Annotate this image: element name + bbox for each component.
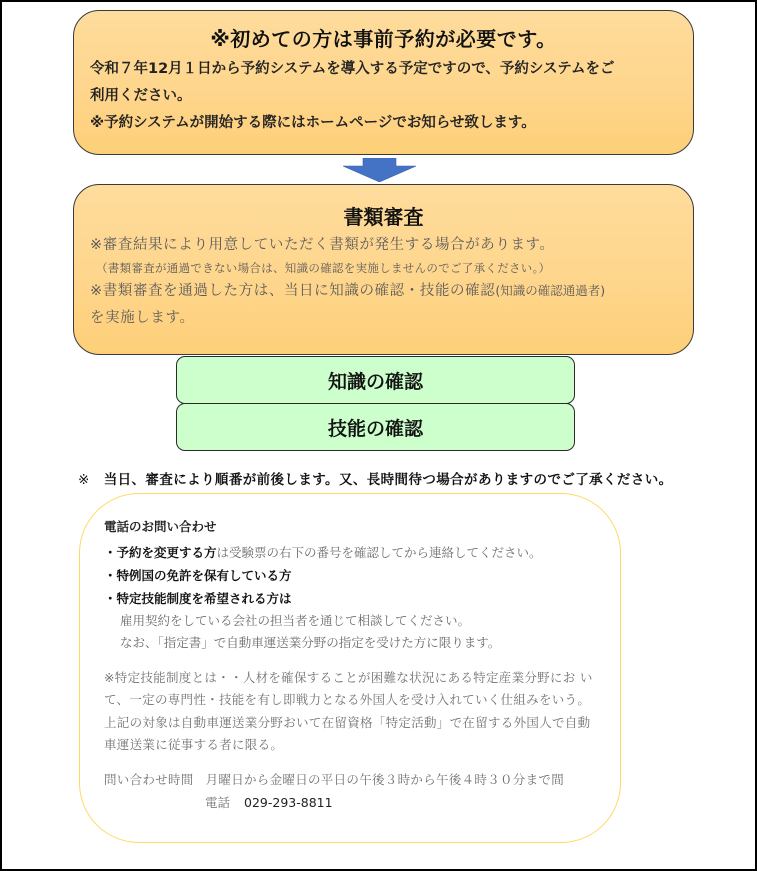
contact-item-1-bold: ・予約を変更する方 <box>104 545 217 560</box>
reservation-line-2: 利用ください。 <box>90 88 192 104</box>
contact-item-3-bold: ・特定技能制度を希望される方は <box>104 591 292 606</box>
contact-item-reservation-change <box>104 543 542 561</box>
contact-hours-value: 月曜日から金曜日の平日の午後３時から午後４時３０分まで間 <box>205 772 565 787</box>
document-review-line-2: （書類審査が通過できない場合は、知識の確認を実施しませんのでご了承ください。） <box>96 261 551 275</box>
step-knowledge-label: 知識の確認 <box>327 370 423 393</box>
skill-note-line-1: ※特定技能制度とは・・人材を確保することが困難な状況にある特定産業分野にお い <box>104 670 593 685</box>
contact-phone-label: 電話 <box>205 795 231 810</box>
document-review-line-3-small: (知識の確認通過者) <box>495 283 606 298</box>
document-review-line-3-main: ※書類審査を通過した方は、当日に知識の確認・技能の確認 <box>90 283 496 299</box>
skill-note-line-2: て、一定の専門性・技能を有し即戦力となる外国人を受け入れていく仕組みをいう。 <box>104 692 591 707</box>
contact-phone <box>205 793 333 811</box>
document-review-title: 書類審査 <box>343 205 424 229</box>
step-skill-check <box>176 403 575 451</box>
reservation-notice-box <box>73 10 694 155</box>
contact-item-special-country-license <box>104 566 292 584</box>
skill-note-line-4: 車運送業に従事する者に限る。 <box>104 737 284 752</box>
reservation-title: ※初めての方は事前予約が必要です。 <box>210 27 557 51</box>
contact-title: 電話のお問い合わせ <box>104 519 217 534</box>
document-review-line-1: ※審査結果により用意していただく書類が発生する場合があります。 <box>90 237 555 253</box>
step-knowledge-check <box>176 356 575 404</box>
down-arrow-icon <box>343 158 416 182</box>
reservation-line-3: ※予約システムが開始する際にはホームページでお知らせ致します。 <box>90 115 536 131</box>
notice-text: 当日、審査により順番が前後します。又、長時間待つ場合がありますのでご了承ください。 <box>103 472 673 488</box>
contact-hours-label: 問い合わせ時間 <box>104 772 194 787</box>
contact-item-2-bold: ・特例国の免許を保有している方 <box>104 568 292 583</box>
step-skill-label: 技能の確認 <box>327 417 423 440</box>
document-review-line-3 <box>90 277 693 305</box>
reservation-line-1: 令和７年12月１日から予約システムを導入する予定ですので、予約システムをご <box>90 61 615 77</box>
notice-mark: ※ <box>78 472 90 488</box>
document-review-box <box>73 184 694 355</box>
contact-hours <box>104 770 564 788</box>
skill-note-line-3: 上記の対象は自動車運送業分野おいて在留資格「特定活動」で在留する外国人で自動 <box>104 715 591 730</box>
contact-phone-number: 029-293-8811 <box>244 795 333 810</box>
document-review-line-4: を実施します。 <box>90 310 195 326</box>
contact-sub-line-2: なお、「指定書」で自動車運送業分野の指定を受けた方に限ります。 <box>120 635 501 650</box>
phone-contact-box <box>79 493 621 843</box>
contact-item-1-rest: は受験票の右下の番号を確認してから連絡してください。 <box>216 545 542 560</box>
contact-item-specified-skilled <box>104 589 292 607</box>
contact-sub-line-1: 雇用契約をしている会社の担当者を通じて相談してください。 <box>120 613 471 628</box>
order-notice <box>78 468 673 488</box>
